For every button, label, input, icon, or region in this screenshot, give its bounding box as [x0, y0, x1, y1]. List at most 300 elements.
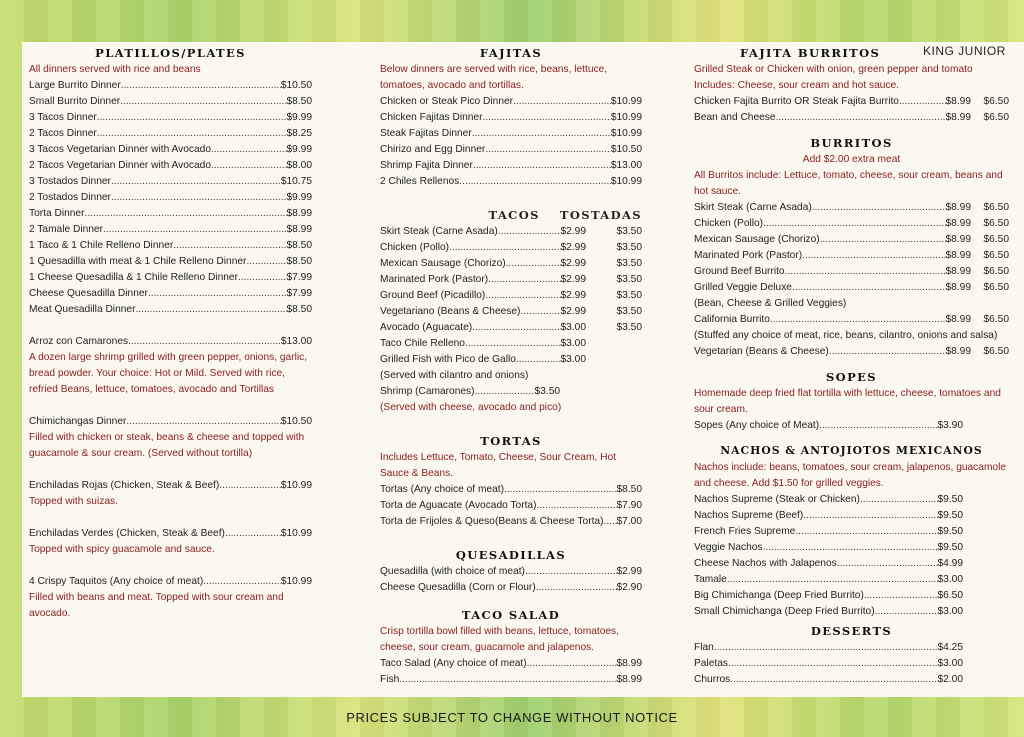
- item-name: Taco Chile Relleno: [380, 338, 465, 349]
- dot-leader: [792, 280, 946, 296]
- item-price: $9.50: [937, 494, 963, 505]
- item-name: Chicken or Steak Pico Dinner: [380, 96, 514, 107]
- taco-price: $2.99: [560, 274, 586, 285]
- tortas-list: [380, 482, 642, 530]
- item-description: Filled with chicken or steak, beans & cheese and topped with guacamole & sour cream. (Served without tortilla): [29, 432, 305, 459]
- tostada-price: $3.50: [616, 242, 642, 253]
- dot-leader: [103, 222, 287, 238]
- item-price: $4.99: [937, 558, 963, 569]
- item-price: $7.90: [616, 500, 642, 511]
- dot-leader: [506, 256, 561, 272]
- item-price: $9.50: [937, 526, 963, 537]
- item-name: Veggie Nachos: [694, 542, 763, 553]
- menu-item: [380, 110, 642, 126]
- dot-leader: [520, 304, 560, 320]
- menu-item: [380, 142, 642, 158]
- item-name: 2 Tostados Dinner: [29, 192, 111, 203]
- item-price: $3.00: [937, 606, 963, 617]
- item-price: $9.99: [286, 144, 312, 155]
- dot-leader: [513, 94, 611, 110]
- dot-leader: [728, 656, 938, 672]
- item-price: $10.99: [610, 112, 642, 123]
- menu-item: [694, 418, 963, 434]
- tostada-price: $3.50: [616, 306, 642, 317]
- dot-leader: [875, 604, 938, 620]
- dot-leader: [537, 498, 617, 514]
- menu-item: [694, 94, 1009, 110]
- dot-leader: [504, 482, 617, 498]
- item-name: Torta de Aguacate (Avocado Torta): [380, 500, 537, 511]
- king-price: $8.99: [945, 234, 971, 245]
- junior-price: $6.50: [983, 250, 1009, 261]
- menu-item: [29, 270, 312, 286]
- junior-price: $6.50: [983, 282, 1009, 293]
- menu-item: Chimichangas Dinner ..... $10.50: [29, 414, 312, 430]
- item-name: Bean and Cheese: [694, 112, 776, 123]
- item-name: Cheese Quesadilla (Corn or Flour): [380, 582, 536, 593]
- menu-item: [29, 254, 312, 270]
- menu-item: [29, 78, 312, 94]
- taco-price: $3.00: [560, 354, 586, 365]
- item-name: Grilled Veggie Deluxe: [694, 282, 792, 293]
- item-description: Topped with suizas.: [29, 496, 118, 507]
- taco-price: $3.00: [560, 338, 586, 349]
- footer: [0, 697, 1024, 737]
- tostada-price: $3.50: [616, 274, 642, 285]
- item-name: Torta de Frijoles & Queso(Beans & Cheese Torta): [380, 516, 604, 527]
- menu-item: Vegetarian (Beans & Cheese) ..... $8.99 $6.50: [694, 344, 1009, 360]
- item-price: $8.99: [286, 224, 312, 235]
- item-price: $2.00: [937, 674, 963, 685]
- dot-leader: [899, 94, 946, 110]
- item-price: $8.50: [286, 96, 312, 107]
- section-note: Crisp tortilla bowl filled with beans, lettuce, tomatoes, cheese, sour cream, guacamole and jalapenos.: [380, 626, 619, 653]
- tostada-price: $3.50: [616, 322, 642, 333]
- menu-item: [380, 174, 642, 190]
- king-price: $8.99: [945, 96, 971, 107]
- item-name: Quesadilla (with choice of meat): [380, 566, 525, 577]
- dot-leader: [148, 286, 287, 302]
- fajita-burritos-list: [694, 94, 1009, 126]
- menu-item: California Burrito ..... $8.99 $6.50: [694, 312, 1009, 328]
- item-price: $8.99: [286, 208, 312, 219]
- item-name: Chicken Fajitas Dinner: [380, 112, 483, 123]
- section-title-burritos: BURRITOS: [810, 136, 893, 150]
- menu-item: [380, 514, 642, 530]
- dot-leader: [763, 216, 945, 232]
- menu-item: [694, 110, 1009, 126]
- section-title-fajita-burritos: FAJITA BURRITOS: [740, 46, 881, 60]
- menu-item: [694, 508, 963, 524]
- section-title-quesadillas: QUESADILLAS: [455, 548, 567, 562]
- item-price: $13.00: [610, 160, 642, 171]
- dot-leader: [536, 580, 617, 596]
- menu-item: [694, 492, 963, 508]
- item-name: Ground Beef Burrito: [694, 266, 785, 277]
- king-price: $8.99: [945, 282, 971, 293]
- quesadillas-list: [380, 564, 642, 596]
- menu-item: [29, 158, 312, 174]
- column-platillos: [29, 44, 312, 622]
- item-name: Steak Fajitas Dinner: [380, 128, 472, 139]
- item-name: 2 Tacos Vegetarian Dinner with Avocado: [29, 160, 211, 171]
- menu-item: [694, 248, 1009, 264]
- dot-leader: [211, 142, 287, 158]
- item-name: Sopes (Any choice of Meat): [694, 420, 820, 431]
- item-name: French Fries Supreme: [694, 526, 796, 537]
- item-name: Nachos Supreme (Beef): [694, 510, 804, 521]
- dot-leader: [465, 336, 561, 352]
- dot-leader: [111, 174, 281, 190]
- dot-leader: [120, 94, 286, 110]
- king-price: $8.99: [945, 250, 971, 261]
- menu-item: [694, 556, 963, 572]
- dot-leader: [97, 126, 287, 142]
- menu-item: [380, 126, 642, 142]
- item-name: 3 Tacos Dinner: [29, 112, 97, 123]
- dot-leader: [527, 656, 617, 672]
- item-price: $3.00: [937, 658, 963, 669]
- platillos-list: [29, 78, 312, 318]
- menu-item: Enchiladas Rojas (Chicken, Steak & Beef) ..... $10.99: [29, 478, 312, 494]
- menu-item: [694, 672, 963, 688]
- section-title-fajitas: FAJITAS: [479, 46, 543, 60]
- extra-meat-note: Add $2.00 extra meat: [802, 154, 901, 165]
- menu-item: 4 Crispy Taquitos (Any choice of meat) ..... $10.99: [29, 574, 312, 590]
- menu-item: [29, 126, 312, 142]
- taco-price: $2.99: [560, 258, 586, 269]
- dot-leader: [802, 248, 945, 264]
- item-name: Skirt Steak (Carne Asada): [380, 226, 498, 237]
- item-price: $7.00: [616, 516, 642, 527]
- item-name: Ground Beef (Picadillo): [380, 290, 486, 301]
- dot-leader: [714, 640, 938, 656]
- menu-item: [694, 572, 963, 588]
- item-name: 2 Tamale Dinner: [29, 224, 103, 235]
- item-price: $3.90: [937, 420, 963, 431]
- tacos-list: [380, 224, 642, 368]
- dot-leader: [516, 352, 561, 368]
- king-price: $8.99: [945, 266, 971, 277]
- menu-item: [694, 232, 1009, 248]
- item-name: 3 Tostados Dinner: [29, 176, 111, 187]
- section-note: All Burritos include: Lettuce, tomato, cheese, sour cream, beans and hot sauce.: [694, 170, 1003, 197]
- dot-leader: [485, 288, 560, 304]
- menu-item: [29, 94, 312, 110]
- item-description: Topped with spicy guacamole and sauce.: [29, 544, 215, 555]
- item-price: $6.50: [937, 590, 963, 601]
- item-name: Small Burrito Dinner: [29, 96, 121, 107]
- item-name: 1 Taco & 1 Chile Relleno Dinner: [29, 240, 174, 251]
- dot-leader: [473, 158, 611, 174]
- taco-price: $2.99: [560, 226, 586, 237]
- item-price: $10.99: [610, 176, 642, 187]
- section-title-tacos: TACOS: [488, 208, 540, 222]
- dot-leader: [488, 272, 560, 288]
- menu-item: [694, 216, 1009, 232]
- dot-leader: [135, 302, 286, 318]
- dot-leader: [459, 174, 611, 190]
- item-price: $8.99: [616, 658, 642, 669]
- section-title-nachos: NACHOS & ANTOJIOTOS MEXICANOS: [720, 444, 983, 457]
- junior-price: $6.50: [983, 218, 1009, 229]
- item-price: $9.99: [286, 112, 312, 123]
- taco-price: $2.99: [560, 242, 586, 253]
- dot-leader: [498, 224, 561, 240]
- menu-item: [29, 302, 312, 318]
- menu-item: Shrimp (Camarones) ..... $3.50: [380, 384, 642, 400]
- menu-item: [380, 240, 642, 256]
- item-note: (Served with cilantro and onions): [380, 370, 529, 381]
- item-price: $3.00: [937, 574, 963, 585]
- king-price: $8.99: [945, 218, 971, 229]
- menu-item: [380, 320, 642, 336]
- item-price: $10.99: [610, 128, 642, 139]
- junior-price: $6.50: [983, 202, 1009, 213]
- sopes-list: [694, 418, 1009, 434]
- item-name: 3 Tacos Vegetarian Dinner with Avocado: [29, 144, 211, 155]
- item-price: $8.50: [286, 240, 312, 251]
- dot-leader: [97, 110, 287, 126]
- section-title-tortas: TORTAS: [480, 434, 542, 448]
- dot-leader: [820, 232, 946, 248]
- menu-item: [694, 588, 963, 604]
- item-price: $8.50: [616, 484, 642, 495]
- dot-leader: [525, 564, 617, 580]
- item-name: Skirt Steak (Carne Asada): [694, 202, 812, 213]
- section-title-sopes: SOPES: [825, 370, 878, 384]
- menu-item: [694, 280, 1009, 296]
- section-title-platillos: PLATILLOS/PLATES: [95, 46, 246, 60]
- dot-leader: [485, 142, 611, 158]
- item-name: Paletas: [694, 658, 728, 669]
- section-note: Includes Lettuce, Tomato, Cheese, Sour Cream, Hot Sauce & Beans.: [380, 452, 616, 479]
- item-note: (Bean, Cheese & Grilled Veggies): [694, 298, 847, 309]
- dot-leader: [399, 672, 616, 688]
- tostada-price: [586, 336, 642, 352]
- item-name: Marinated Pork (Pastor): [380, 274, 489, 285]
- item-price: $8.50: [286, 304, 312, 315]
- item-name: 2 Chiles Rellenos: [380, 176, 460, 187]
- menu-item: [694, 604, 963, 620]
- dot-leader: [603, 514, 616, 530]
- item-price: $4.25: [937, 642, 963, 653]
- column-burritos: [694, 44, 1009, 688]
- item-name: 2 Tacos Dinner: [29, 128, 97, 139]
- item-name: Flan: [694, 642, 714, 653]
- item-name: Grilled Fish with Pico de Gallo: [380, 354, 516, 365]
- item-price: $8.50: [286, 256, 312, 267]
- menu-item: [29, 110, 312, 126]
- dot-leader: [860, 492, 938, 508]
- menu-item: [29, 142, 312, 158]
- taco-price: $2.99: [560, 306, 586, 317]
- section-title-desserts: DESSERTS: [810, 624, 893, 638]
- dot-leader: [111, 190, 287, 206]
- menu-item: [380, 256, 642, 272]
- size-labels: KING JUNIOR: [923, 44, 1006, 58]
- item-name: Big Chimichanga (Deep Fried Burrito): [694, 590, 864, 601]
- tacos-tostadas-header: [380, 206, 642, 224]
- dot-leader: [121, 78, 281, 94]
- section-note: Nachos include: beans, tomatoes, sour cream, jalapenos, guacamole and cheese. Add $1.50 for grilled veggies.: [694, 462, 1007, 489]
- desserts-list: [694, 640, 1009, 688]
- junior-price: $6.50: [983, 266, 1009, 277]
- section-note: Grilled Steak or Chicken with onion, green pepper and tomato Includes: Cheese, sour cream and hot sauce.: [694, 64, 973, 91]
- tostada-price: $3.50: [616, 258, 642, 269]
- fajitas-list: [380, 94, 642, 190]
- item-name: Small Chimichanga (Deep Fried Burrito): [694, 606, 875, 617]
- item-price: $9.50: [937, 542, 963, 553]
- column-fajitas: [380, 44, 642, 688]
- menu-item: [694, 656, 963, 672]
- menu-item: Arroz con Camarones ..... $13.00: [29, 334, 312, 350]
- menu-item: [380, 580, 642, 596]
- item-price: $7.99: [286, 272, 312, 283]
- item-name: Vegetariano (Beans & Cheese): [380, 306, 521, 317]
- dot-leader: [795, 524, 937, 540]
- section-note: Homemade deep fried flat tortilla with lettuce, cheese, tomatoes and sour cream.: [694, 388, 1001, 415]
- nachos-list: [694, 492, 1009, 620]
- menu-item: [380, 672, 642, 688]
- item-name: Taco Salad (Any choice of meat): [380, 658, 527, 669]
- item-name: Meat Quesadilla Dinner: [29, 304, 136, 315]
- item-price: $10.50: [610, 144, 642, 155]
- menu-item: [694, 540, 963, 556]
- menu-item: [380, 94, 642, 110]
- item-name: Cheese Nachos with Jalapenos: [694, 558, 837, 569]
- taco-price: $3.00: [560, 322, 586, 333]
- junior-price: $6.50: [983, 96, 1009, 107]
- item-name: Large Burrito Dinner: [29, 80, 121, 91]
- menu-item: [380, 482, 642, 498]
- item-name: Churros: [694, 674, 731, 685]
- menu-item: [29, 206, 312, 222]
- item-name: Nachos Supreme (Steak or Chicken): [694, 494, 860, 505]
- dot-leader: [472, 126, 611, 142]
- item-name: Marinated Pork (Pastor): [694, 250, 803, 261]
- dot-leader: [812, 200, 946, 216]
- menu-item: [380, 564, 642, 580]
- item-price: $2.99: [616, 566, 642, 577]
- tostada-price: [586, 352, 642, 368]
- menu-item: [380, 288, 642, 304]
- menu-item: [29, 286, 312, 302]
- menu-item: Enchiladas Verdes (Chicken, Steak & Beef) ..... $10.99: [29, 526, 312, 542]
- menu-item: [694, 640, 963, 656]
- menu-item: [380, 352, 642, 368]
- dot-leader: [449, 240, 560, 256]
- item-name: Torta Dinner: [29, 208, 85, 219]
- section-title-tostadas: TOSTADAS: [559, 208, 642, 222]
- section-note: All dinners served with rice and beans: [29, 64, 201, 75]
- item-price: $7.99: [286, 288, 312, 299]
- item-price: $10.50: [280, 80, 312, 91]
- menu-item: [380, 498, 642, 514]
- dot-leader: [173, 238, 286, 254]
- dot-leader: [211, 158, 287, 174]
- menu-item: [29, 238, 312, 254]
- item-price: $10.99: [610, 96, 642, 107]
- junior-price: $6.50: [983, 234, 1009, 245]
- menu-item: [380, 336, 642, 352]
- item-name: 1 Cheese Quesadilla & 1 Chile Relleno Dinner: [29, 272, 238, 283]
- tostada-price: $3.50: [616, 226, 642, 237]
- item-name: 1 Quesadilla with meat & 1 Chile Relleno Dinner: [29, 256, 247, 267]
- dot-leader: [482, 110, 610, 126]
- dot-leader: [864, 588, 938, 604]
- dot-leader: [727, 572, 938, 588]
- item-price: $9.50: [937, 510, 963, 521]
- junior-price: $6.50: [983, 112, 1009, 123]
- dot-leader: [85, 206, 287, 222]
- item-name: Fish: [380, 674, 400, 685]
- dot-leader: [238, 270, 287, 286]
- item-name: Chirizo and Egg Dinner: [380, 144, 486, 155]
- taco-salad-list: [380, 656, 642, 688]
- burritos-list: [694, 200, 1009, 296]
- item-name: Mexican Sausage (Chorizo): [694, 234, 820, 245]
- item-name: Chicken (Pollo): [694, 218, 764, 229]
- price-notice: PRICES SUBJECT TO CHANGE WITHOUT NOTICE: [346, 709, 678, 725]
- item-description: Filled with beans and meat. Topped with sour cream and avocado.: [29, 592, 284, 619]
- item-name: Mexican Sausage (Chorizo): [380, 258, 506, 269]
- menu-item: [380, 656, 642, 672]
- dot-leader: [837, 556, 938, 572]
- item-description: A dozen large shrimp grilled with green pepper, onions, garlic, bread powder. Your choice: Hot or Mild. Served with rice, refried Beans, lettuce, tomatoes, avocado and Tortillas: [29, 352, 308, 395]
- item-name: Chicken (Pollo): [380, 242, 450, 253]
- item-name: Chicken Fajita Burrito OR Steak Fajita Burrito: [694, 96, 899, 107]
- menu-item: [29, 174, 312, 190]
- item-name: Shrimp Fajita Dinner: [380, 160, 473, 171]
- section-note: Below dinners are served with rice, beans, lettuce, tomatoes, avocado and tortillas.: [380, 64, 608, 91]
- item-price: $8.00: [286, 160, 312, 171]
- item-price: $10.75: [280, 176, 312, 187]
- menu-item: [29, 190, 312, 206]
- item-name: Cheese Quesadilla Dinner: [29, 288, 148, 299]
- item-name: Avocado (Aguacate): [380, 322, 473, 333]
- menu-item: [694, 264, 1009, 280]
- item-price: $9.99: [286, 192, 312, 203]
- item-name: Tamale: [694, 574, 727, 585]
- item-price: $2.90: [616, 582, 642, 593]
- king-price: $8.99: [945, 112, 971, 123]
- menu-item: [380, 272, 642, 288]
- menu-item: [380, 158, 642, 174]
- menu-item: [29, 222, 312, 238]
- dot-leader: [246, 254, 286, 270]
- dot-leader: [472, 320, 560, 336]
- item-price: $8.25: [286, 128, 312, 139]
- taco-price: $2.99: [560, 290, 586, 301]
- dot-leader: [763, 540, 938, 556]
- dot-leader: [803, 508, 937, 524]
- menu-item: [694, 524, 963, 540]
- dot-leader: [730, 672, 937, 688]
- item-name: Tortas (Any choice of meat): [380, 484, 504, 495]
- tostada-price: $3.50: [616, 290, 642, 301]
- king-price: $8.99: [945, 202, 971, 213]
- menu-item: [380, 304, 642, 320]
- item-note: (Stuffed any choice of meat, rice, beans, cilantro, onions and salsa): [694, 330, 998, 341]
- dot-leader: [776, 110, 946, 126]
- section-title-taco-salad: TACO SALAD: [461, 608, 561, 622]
- item-price: $8.99: [616, 674, 642, 685]
- dot-leader: [785, 264, 946, 280]
- menu-item: [380, 224, 642, 240]
- item-note: (Served with cheese, avocado and pico): [380, 402, 562, 413]
- menu-item: [694, 200, 1009, 216]
